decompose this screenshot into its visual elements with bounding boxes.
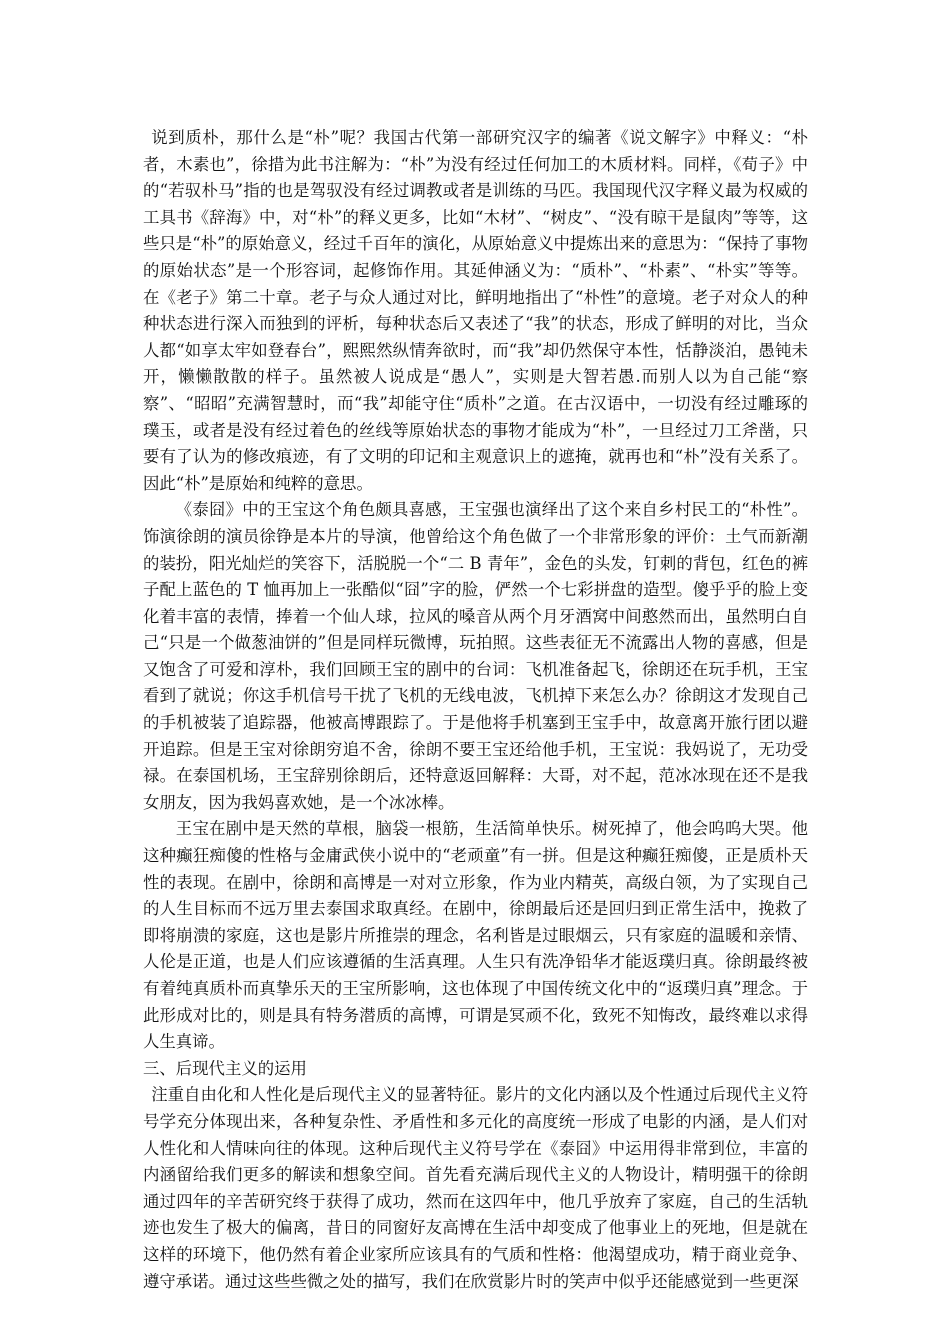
document-body: [143, 125, 808, 1295]
paragraph-pu-meaning: 说到质朴，那什么是“朴”呢？我国古代第一部研究汉字的编著《说文解字》中释义：“朴者，木素也”，徐措为此书注解为：“朴”为没有经过任何加工的木质材料。同样，《荀子》中的“若驭朴马”指的也是驾驭没有经过调教或者是训练的马匹。我国现代汉字释义最为权威的工具书《辞海》中，对“朴”的释义更多，比如“木材”、“树皮”、“没有晾干是鼠肉”等等，这些只是“朴”的原始意义，经过千百年的演化，从原始意义中提炼出来的意思为：“保持了事物的原始状态”是一个形容词，起修饰作用。其延伸涵义为：“质朴”、“朴素”、“朴实”等等。在《老子》第二十章。老子与众人通过对比，鲜明地指出了“朴性”的意境。老子对众人的种种状态进行深入而独到的评析，每种状态后又表述了“我”的状态，形成了鲜明的对比，当众人都“如享太牢如登春台”，熙熙然纵情奔欲时，而“我”却仍然保守本性，恬静淡泊，愚钝未开，懒懒散散的样子。虽然被人说成是“愚人”，实则是大智若愚.而别人以为自己能“察察”、“昭昭”充满智慧时，而“我”却能守住“质朴”之道。在古汉语中，一切没有经过雕琢的璞玉，或者是没有经过着色的丝线等原始状态的事物才能成为“朴”，一旦经过刀工斧凿，只要有了认为的修改痕迹，有了文明的印记和主观意识上的遮掩，就再也和“朴”没有关系了。因此“朴”是原始和纯粹的意思。: [143, 128, 808, 493]
paragraph-wangbao-nature: 王宝在剧中是天然的草根，脑袋一根筋，生活简单快乐。树死掉了，他会呜呜大哭。他这种癫狂痴傻的性格与金庸武侠小说中的“老顽童”有一拼。但是这种癫狂痴傻，正是质朴天性的表现。在剧中，徐朗和高博是一对对立形象，作为业内精英，高级白领，为了实现自己的人生目标而不远万里去泰国求取真经。在剧中，徐朗最后还是回归到正常生活中，挽救了即将崩溃的家庭，这也是影片所推崇的理念，名利皆是过眼烟云，只有家庭的温暖和亲情、人伦是正道，也是人们应该遵循的生活真理。人生只有洗净铅华才能返璞归真。徐朗最终被有着纯真质朴而真挚乐天的王宝所影响，这也体现了中国传统文化中的“返璞归真”理念。于此形成对比的，则是具有特务潜质的高博，可谓是冥顽不化，致死不知悔改，最终难以求得人生真谛。: [143, 819, 808, 1052]
section-heading: 三、后现代主义的运用: [143, 1058, 307, 1078]
paragraph-postmodernism: 注重自由化和人性化是后现代主义的显著特征。影片的文化内涵以及个性通过后现代主义符号学充分体现出来，各种复杂性、矛盾性和多元化的高度统一形成了电影的内涵，是人们对人性化和人情味向往的体现。这种后现代主义符号学在《泰囧》中运用得非常到位，丰富的内涵留给我们更多的解读和想象空间。首先看充满后现代主义的人物设计，精明强干的徐朗通过四年的辛苦研究终于获得了成功，然而在这四年中，他几乎放弃了家庭，自己的生活轨迹也发生了极大的偏离，昔日的同窗好友高博在生活中却变成了他事业上的死地，但是就在这样的环境下，他仍然有着企业家所应该具有的气质和性格：他渴望成功，精于商业竞争、遵守承诺。通过这些些微之处的描写，我们在欣赏影片时的笑声中似乎还能感觉到一些更深: [143, 1085, 808, 1291]
paragraph-wangbao-character: 《泰囧》中的王宝这个角色颇具喜感，王宝强也演绎出了这个来自乡村民工的“朴性”。饰演徐朗的演员徐铮是本片的导演，他曾给这个角色做了一个非常形象的评价：土气而新潮的装扮，阳光灿烂的笑容下，活脱脱一个“二 B 青年”，金色的头发，钉刺的背包，红色的裤子配上蓝色的 T 恤再加上一张酷似“囧”字的脸，俨然一个七彩拼盘的造型。傻乎乎的脸上变化着丰富的表情，捧着一个仙人球，拉风的嗓音从两个月牙酒窝中间憨然而出，虽然明白自己“只是一个做葱油饼的”但是同样玩微博，玩拍照。这些表征无不流露出人物的喜感，但是又饱含了可爱和淳朴，我们回顾王宝的剧中的台词：飞机准备起飞，徐朗还在玩手机，王宝看到了就说；你这手机信号干扰了飞机的无线电波，飞机掉下来怎么办？徐朗这才发现自己的手机被装了追踪器，他被高博跟踪了。于是他将手机塞到王宝手中，故意离开旅行团以避开追踪。但是王宝对徐朗穷追不舍，徐朗不要王宝还给他手机，王宝说：我妈说了，无功受禄。在泰国机场，王宝辞别徐朗后，还特意返回解释：大哥，对不起，范冰冰现在还不是我女朋友，因为我妈喜欢她，是一个冰冰棒。: [143, 500, 808, 812]
